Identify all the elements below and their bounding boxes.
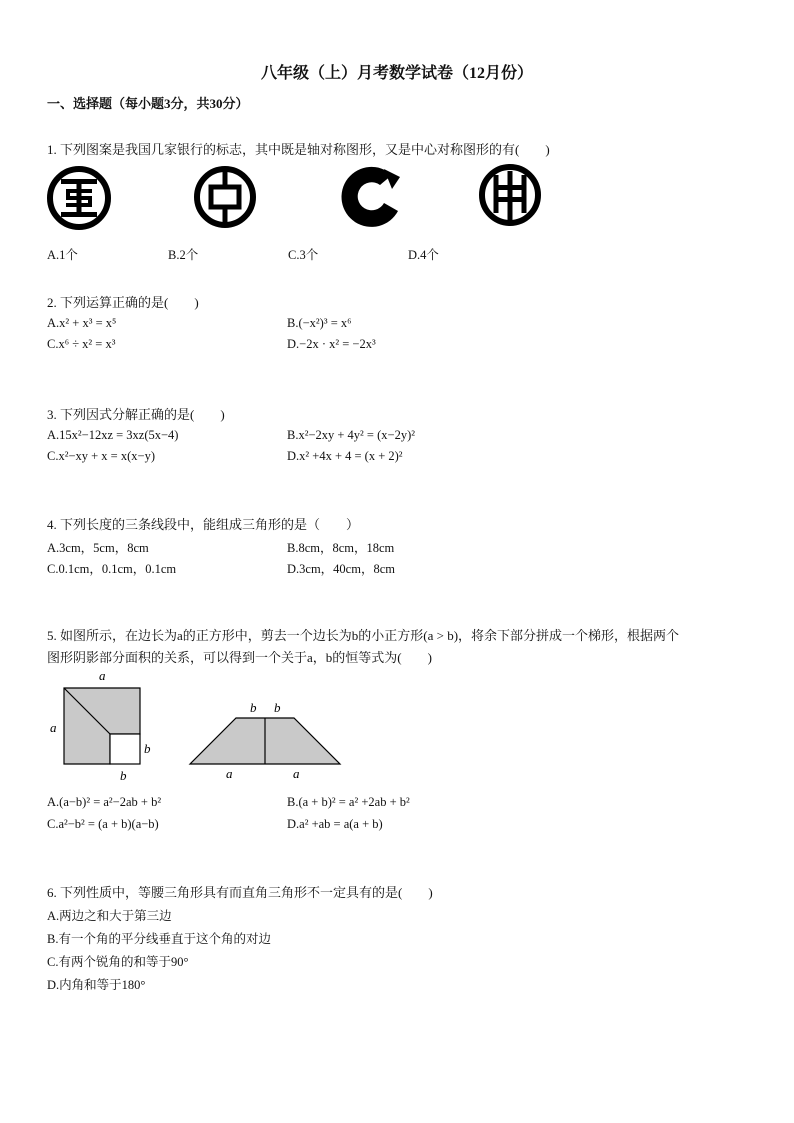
bank-logo-1-icon xyxy=(46,165,112,231)
bank-logo-2-icon xyxy=(193,165,257,229)
q1-option-b: B.2个 xyxy=(168,248,199,262)
question-5-stem-line1: 5. 如图所示，在边长为a的正方形中，剪去一个边长为b的小正方形(a > b)，将余下部分拼成一个梯形，根据两个 xyxy=(47,628,680,643)
q4-option-c: C.0.1cm，0.1cm，0.1cm xyxy=(47,562,177,576)
q1-option-c: C.3个 xyxy=(288,248,319,262)
q5-label-a-left: a xyxy=(50,720,57,735)
q5-figure xyxy=(44,666,354,786)
q5-option-d: D.a² +ab = a(a + b) xyxy=(287,817,383,831)
q4-option-a: A.3cm，5cm，8cm xyxy=(47,541,149,555)
q5-option-c: C.a²−b² = (a + b)(a−b) xyxy=(47,817,159,831)
q5-label-a-bottom-2: a xyxy=(293,766,300,781)
q5-label-b-top-2: b xyxy=(274,700,281,715)
q1-option-d: D.4个 xyxy=(408,248,439,262)
q2-option-a: A.x² + x³ = x⁵ xyxy=(47,316,117,330)
question-6-stem: 6. 下列性质中，等腰三角形具有而直角三角形不一定具有的是( ) xyxy=(47,885,433,900)
q6-option-d: D.内角和等于180° xyxy=(47,978,146,992)
q5-label-b-top-1: b xyxy=(250,700,257,715)
q4-option-d: D.3cm，40cm，8cm xyxy=(287,562,395,576)
q2-option-d: D.−2x · x² = −2x³ xyxy=(287,337,376,351)
q5-small-square xyxy=(110,734,140,764)
q2-option-c: C.x⁶ ÷ x² = x³ xyxy=(47,337,116,351)
q5-option-a: A.(a−b)² = a²−2ab + b² xyxy=(47,795,162,809)
q5-label-b-bottom: b xyxy=(120,768,127,783)
q3-option-c: C.x²−xy + x = x(x−y) xyxy=(47,449,155,463)
q3-option-d: D.x² +4x + 4 = (x + 2)² xyxy=(287,449,403,463)
question-5-stem-line2: 图形阴影部分面积的关系，可以得到一个关于a，b的恒等式为( ) xyxy=(47,650,432,665)
q3-option-a: A.15x²−12xz = 3xz(5x−4) xyxy=(47,428,179,442)
question-4-stem: 4. 下列长度的三条线段中，能组成三角形的是（ ） xyxy=(47,517,360,532)
page-title: 八年级（上）月考数学试卷（12月份） xyxy=(260,65,533,82)
q2-option-b: B.(−x²)³ = x⁶ xyxy=(287,316,352,330)
question-2-stem: 2. 下列运算正确的是( ) xyxy=(47,295,199,310)
bank-logo-3-icon xyxy=(340,163,408,231)
q6-option-a: A.两边之和大于第三边 xyxy=(47,909,172,923)
q5-label-a-bottom-1: a xyxy=(226,766,233,781)
question-3-stem: 3. 下列因式分解正确的是( ) xyxy=(47,407,225,422)
q3-option-b: B.x²−2xy + 4y² = (x−2y)² xyxy=(287,428,415,442)
q4-option-b: B.8cm，8cm，18cm xyxy=(287,541,395,555)
q1-option-a: A.1个 xyxy=(47,248,78,262)
q5-label-a-top: a xyxy=(99,668,106,683)
bank-logo-4-icon xyxy=(478,163,542,227)
q5-label-b-right: b xyxy=(144,741,151,756)
q5-option-b: B.(a + b)² = a² +2ab + b² xyxy=(287,795,410,809)
q6-option-c: C.有两个锐角的和等于90° xyxy=(47,955,189,969)
question-1-stem: 1. 下列图案是我国几家银行的标志，其中既是轴对称图形，又是中心对称图形的有( ) xyxy=(47,142,550,157)
section-heading: 一、选择题（每小题3分，共30分） xyxy=(47,96,249,111)
q6-option-b: B.有一个角的平分线垂直于这个角的对边 xyxy=(47,932,271,946)
